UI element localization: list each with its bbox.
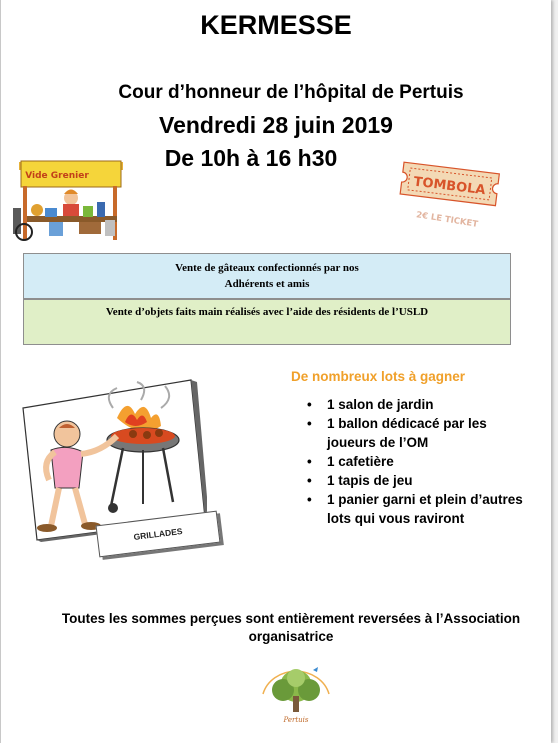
vide-grenier-sign: Vide Grenier	[25, 171, 89, 181]
prize-text: 1 cafetière	[327, 454, 394, 469]
prize-item	[301, 490, 541, 528]
cakes-sale-line1: Vente de gâteaux confectionnés par nos	[175, 262, 359, 274]
handmade-sale-box	[23, 299, 511, 345]
donation-line1: Toutes les sommes perçues sont entièrement reversées à l’Association	[61, 611, 521, 626]
donation-note	[31, 610, 551, 646]
bullet-icon: •	[307, 473, 312, 488]
prize-text: 1 panier garni et plein d’autres	[327, 492, 523, 507]
prize-item	[301, 414, 541, 452]
venue: Cour d’honneur de l’hôpital de Pertuis	[118, 82, 464, 103]
bullet-icon: •	[307, 454, 312, 469]
tombola-ticket	[395, 160, 505, 230]
prize-text-continued: joueurs de l’OM	[327, 435, 429, 450]
donation-line2: organisatrice	[248, 629, 334, 644]
cakes-sale-box	[23, 253, 511, 299]
ticket-price: 2€ LE TICKET	[415, 210, 479, 230]
prize-item	[301, 395, 541, 414]
prize-item	[301, 452, 541, 471]
handmade-sale-text: Vente d’objets faits main réalisés avec l’aide des résidents de l’USLD	[105, 306, 429, 318]
tree-logo-icon	[255, 660, 337, 728]
event-date: Vendredi 28 juin 2019	[159, 112, 393, 138]
prizes-heading: De nombreux lots à gagner	[291, 369, 466, 384]
grillades-text: GRILLADES	[133, 526, 183, 542]
prize-text: 1 salon de jardin	[327, 397, 434, 412]
event-hours: De 10h à 16 h30	[164, 145, 338, 171]
logo-text: Pertuis	[283, 716, 309, 724]
bullet-icon: •	[307, 492, 312, 507]
bullet-icon: •	[307, 416, 312, 431]
prize-text: 1 tapis de jeu	[327, 473, 413, 488]
prize-item	[301, 471, 541, 490]
prize-text-continued: lots qui vous raviront	[327, 511, 465, 526]
prize-text: 1 ballon dédicacé par les	[327, 416, 487, 431]
bullet-icon: •	[307, 397, 312, 412]
prize-list	[301, 395, 541, 528]
cakes-sale-line2: Adhérents et amis	[224, 278, 310, 290]
page-title: KERMESSE	[200, 10, 352, 40]
tombola-label: TOMBOLA	[412, 174, 487, 199]
